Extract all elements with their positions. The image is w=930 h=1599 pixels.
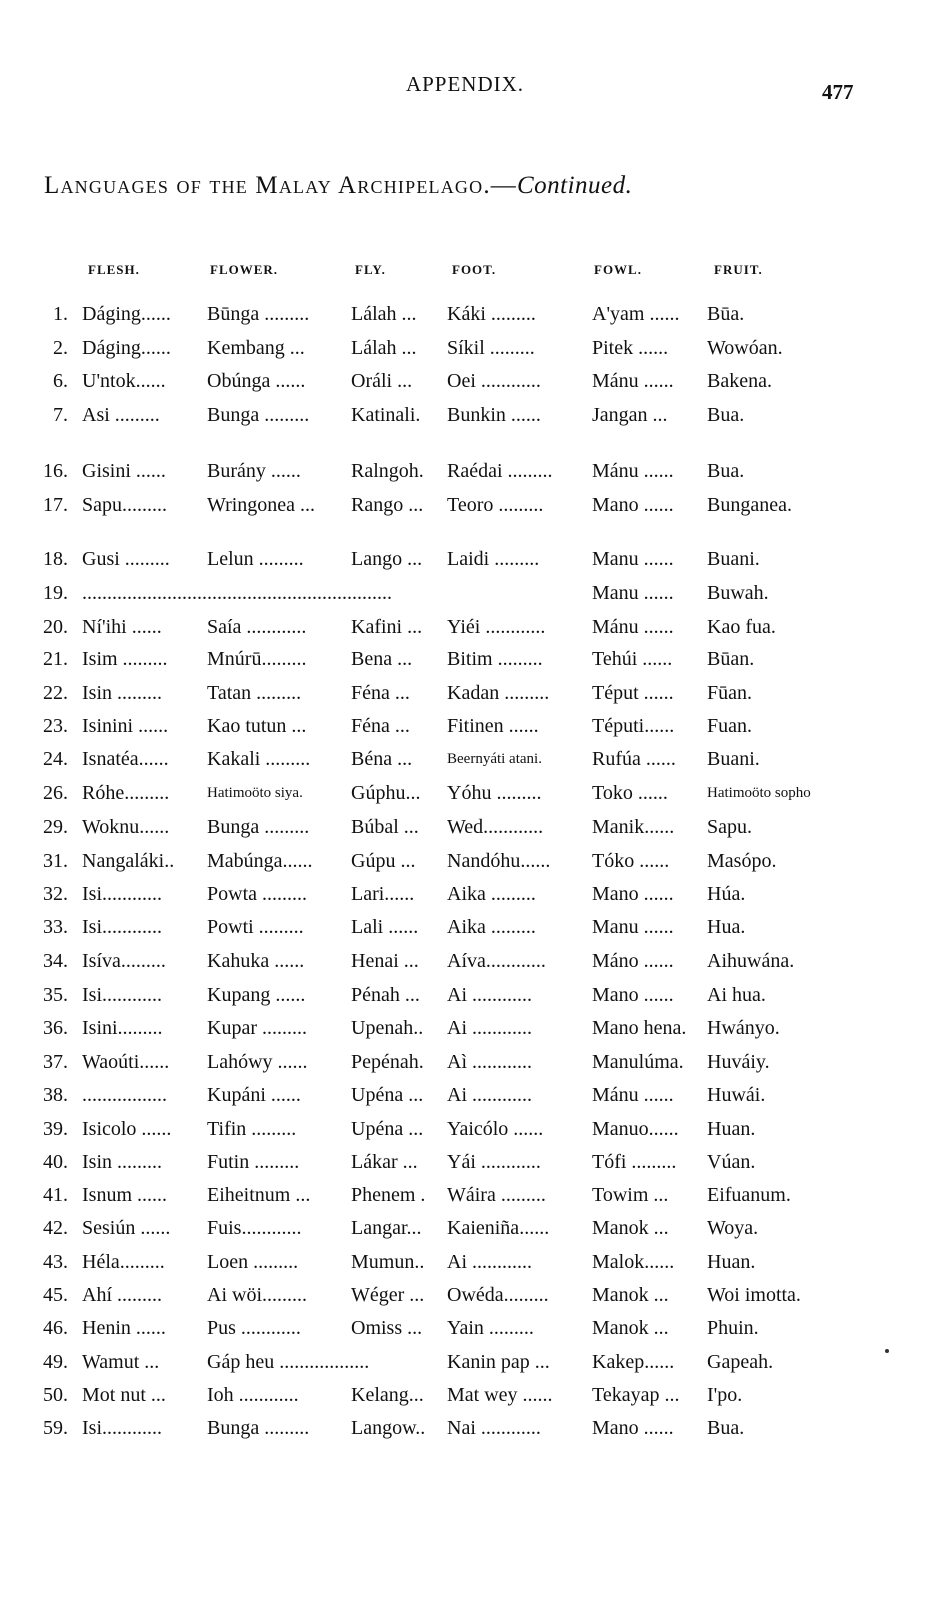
foot-cell: Ai ............	[447, 1084, 532, 1106]
flesh-cell: Sapu.........	[82, 494, 167, 516]
fly-cell: Gúpu ...	[351, 850, 416, 872]
fly-cell: Pepénah.	[351, 1051, 424, 1073]
stray-mark	[885, 1349, 889, 1353]
row-number: 22.	[43, 682, 68, 704]
flesh-cell: Woknu......	[82, 816, 170, 838]
row-number: 38.	[43, 1084, 68, 1106]
row-number: 31.	[43, 850, 68, 872]
fowl-cell: Manok ...	[592, 1317, 669, 1339]
fly-cell: Pénah ...	[351, 984, 420, 1006]
flower-cell: Pus ............	[207, 1317, 301, 1339]
flesh-cell: Héla.........	[82, 1251, 165, 1273]
foot-cell: Ai ............	[447, 1017, 532, 1039]
fly-cell: Lali ......	[351, 916, 419, 938]
header-fly: FLY.	[355, 262, 386, 277]
flesh-cell: Waoúti......	[82, 1051, 170, 1073]
fly-cell: Béna ...	[351, 748, 413, 770]
row-number: 36.	[43, 1017, 68, 1039]
fowl-cell: Mánu ......	[592, 460, 674, 482]
row-number: 23.	[43, 715, 68, 737]
table-row	[0, 1015, 930, 1045]
flower-cell: Saía ............	[207, 616, 307, 638]
flesh-cell: ..............................................................	[82, 582, 392, 604]
header-fowl: FOWL.	[594, 262, 642, 277]
flower-cell: Lelun .........	[207, 548, 304, 570]
row-number: 50.	[43, 1384, 68, 1406]
flower-cell: Mabúnga......	[207, 850, 313, 872]
flesh-cell: Isi............	[82, 984, 162, 1006]
foot-cell: Wed............	[447, 816, 544, 838]
fruit-cell: Masópo.	[707, 850, 777, 872]
fly-cell: Lálah ...	[351, 303, 417, 325]
flower-cell: Gáp heu ..................	[207, 1351, 370, 1373]
fly-cell: Féna ...	[351, 715, 410, 737]
table-row	[0, 746, 930, 776]
fruit-cell: Vúan.	[707, 1151, 756, 1173]
row-number: 49.	[43, 1351, 68, 1373]
fly-cell: Gúphu...	[351, 782, 421, 804]
row-number: 20.	[43, 616, 68, 638]
fowl-cell: Mano ......	[592, 984, 674, 1006]
column-headers	[0, 262, 930, 286]
table-row	[0, 982, 930, 1012]
fowl-cell: Pitek ......	[592, 337, 669, 359]
flesh-cell: Isini.........	[82, 1017, 163, 1039]
flower-cell: Mnúrū.........	[207, 648, 307, 670]
row-number: 1.	[53, 303, 68, 325]
foot-cell: Yái ............	[447, 1151, 541, 1173]
fowl-cell: Manu ......	[592, 916, 674, 938]
table-row	[0, 368, 930, 398]
row-number: 35.	[43, 984, 68, 1006]
fruit-cell: Bunganea.	[707, 494, 792, 516]
table-row	[0, 614, 930, 644]
fowl-cell: Malok......	[592, 1251, 675, 1273]
fly-cell: Langar...	[351, 1217, 422, 1239]
flower-cell: Kembang ...	[207, 337, 305, 359]
table-row	[0, 1282, 930, 1312]
fowl-cell: Jangan ...	[592, 404, 668, 426]
flesh-cell: Wamut ...	[82, 1351, 160, 1373]
fowl-cell: Manulúma.	[592, 1051, 684, 1073]
flesh-cell: Gusi .........	[82, 548, 170, 570]
fowl-cell: Tekayap ...	[592, 1384, 680, 1406]
page-number: 477	[822, 80, 854, 104]
fly-cell: Lari......	[351, 883, 415, 905]
title-main: Languages of the Malay Archipelago.—	[44, 172, 517, 199]
flesh-cell: Dáging......	[82, 303, 171, 325]
fowl-cell: Mánu ......	[592, 1084, 674, 1106]
fruit-cell: Aihuwána.	[707, 950, 795, 972]
flesh-cell: Isi............	[82, 883, 162, 905]
flower-cell: Eiheitnum ...	[207, 1184, 311, 1206]
fruit-cell: Fūan.	[707, 682, 752, 704]
table-row	[0, 780, 930, 810]
foot-cell: Mat wey ......	[447, 1384, 553, 1406]
foot-cell: Raédai .........	[447, 460, 553, 482]
fly-cell: Búbal ...	[351, 816, 419, 838]
fly-cell: Phenem .	[351, 1184, 426, 1206]
foot-cell: Teoro .........	[447, 494, 544, 516]
row-number: 17.	[43, 494, 68, 516]
flesh-cell: Isíva.........	[82, 950, 166, 972]
table-row	[0, 1116, 930, 1146]
fruit-cell: Hatimoöto sopho	[707, 785, 811, 801]
table-row	[0, 492, 930, 522]
fly-cell: Upenah..	[351, 1017, 424, 1039]
title-continued: Continued.	[516, 172, 633, 199]
foot-cell: Bitim .........	[447, 648, 543, 670]
row-number: 43.	[43, 1251, 68, 1273]
fowl-cell: Mánu ......	[592, 370, 674, 392]
flesh-cell: Isicolo ......	[82, 1118, 172, 1140]
running-head: APPENDIX.	[405, 72, 525, 96]
flower-cell: Hatimoöto siya.	[207, 785, 303, 801]
fowl-cell: Toko ......	[592, 782, 668, 804]
fruit-cell: Buani.	[707, 548, 760, 570]
flesh-cell: Isnum ......	[82, 1184, 167, 1206]
row-number: 21.	[43, 648, 68, 670]
fowl-cell: A'yam ......	[592, 303, 680, 325]
table-row	[0, 301, 930, 331]
foot-cell: Aíva............	[447, 950, 546, 972]
flesh-cell: Asi .........	[82, 404, 160, 426]
fowl-cell: Manik......	[592, 816, 675, 838]
fly-cell: Bena ...	[351, 648, 413, 670]
row-number: 59.	[43, 1417, 68, 1439]
fowl-cell: Kakep......	[592, 1351, 675, 1373]
flesh-cell: Isim .........	[82, 648, 168, 670]
table-row	[0, 1349, 930, 1379]
foot-cell: Nandóhu......	[447, 850, 551, 872]
table-row	[0, 1415, 930, 1445]
flesh-cell: Gisini ......	[82, 460, 166, 482]
fly-cell: Upéna ...	[351, 1118, 424, 1140]
flesh-cell: Nangaláki..	[82, 850, 175, 872]
fruit-cell: Eifuanum.	[707, 1184, 791, 1206]
foot-cell: Kaieniña......	[447, 1217, 550, 1239]
fruit-cell: Buwah.	[707, 582, 769, 604]
row-number: 37.	[43, 1051, 68, 1073]
fruit-cell: Woya.	[707, 1217, 759, 1239]
row-number: 39.	[43, 1118, 68, 1140]
row-number: 26.	[43, 782, 68, 804]
fowl-cell: Tóko ......	[592, 850, 670, 872]
row-number: 33.	[43, 916, 68, 938]
flesh-cell: Sesiún ......	[82, 1217, 171, 1239]
fowl-cell: Mano ......	[592, 1417, 674, 1439]
fruit-cell: Bua.	[707, 404, 745, 426]
row-number: 16.	[43, 460, 68, 482]
table-row	[0, 1149, 930, 1179]
fly-cell: Ralngoh.	[351, 460, 424, 482]
fruit-cell: Huan.	[707, 1118, 756, 1140]
row-number: 24.	[43, 748, 68, 770]
flesh-cell: Mot nut ...	[82, 1384, 166, 1406]
fruit-cell: I'po.	[707, 1384, 743, 1406]
flower-cell: Burány ......	[207, 460, 301, 482]
header-flesh: FLESH.	[88, 262, 140, 277]
fruit-cell: Phuin.	[707, 1317, 759, 1339]
row-number: 2.	[53, 337, 68, 359]
row-number: 40.	[43, 1151, 68, 1173]
fowl-cell: Téput ......	[592, 682, 674, 704]
flesh-cell: Isi............	[82, 916, 162, 938]
row-number: 42.	[43, 1217, 68, 1239]
fruit-cell: Gapeah.	[707, 1351, 774, 1373]
fowl-cell: Máno ......	[592, 950, 674, 972]
fowl-cell: Towim ...	[592, 1184, 669, 1206]
table-row	[0, 1215, 930, 1245]
flesh-cell: U'ntok......	[82, 370, 166, 392]
flower-cell: Kao tutun ...	[207, 715, 307, 737]
fly-cell: Omiss ...	[351, 1317, 423, 1339]
flower-cell: Tatan .........	[207, 682, 302, 704]
flower-cell: Wringonea ...	[207, 494, 316, 516]
fowl-cell: Mánu ......	[592, 616, 674, 638]
page-title	[44, 172, 632, 200]
flower-cell: Powta .........	[207, 883, 307, 905]
fruit-cell: Húa.	[707, 883, 746, 905]
table-row	[0, 546, 930, 576]
flower-cell: Futin .........	[207, 1151, 300, 1173]
fruit-cell: Bakena.	[707, 370, 772, 392]
fruit-cell: Būa.	[707, 303, 745, 325]
flesh-cell: Ní'ihi ......	[82, 616, 162, 638]
flower-cell: Powti .........	[207, 916, 304, 938]
fly-cell: Féna ...	[351, 682, 410, 704]
fly-cell: Rango ...	[351, 494, 424, 516]
foot-cell: Aika .........	[447, 883, 536, 905]
fruit-cell: Huváiy.	[707, 1051, 770, 1073]
foot-cell: Ai ............	[447, 1251, 532, 1273]
fruit-cell: Woi imotta.	[707, 1284, 801, 1306]
fly-cell: Langow..	[351, 1417, 426, 1439]
fruit-cell: Wowóan.	[707, 337, 783, 359]
flower-cell: Fuis............	[207, 1217, 302, 1239]
foot-cell: Oei ............	[447, 370, 541, 392]
table-row	[0, 458, 930, 488]
foot-cell: Síkil .........	[447, 337, 535, 359]
foot-cell: Aì ............	[447, 1051, 532, 1073]
fowl-cell: Tehúi ......	[592, 648, 673, 670]
fowl-cell: Manok ...	[592, 1217, 669, 1239]
flower-cell: Būnga .........	[207, 303, 310, 325]
row-number: 32.	[43, 883, 68, 905]
foot-cell: Yaicólo ......	[447, 1118, 544, 1140]
table-row	[0, 948, 930, 978]
foot-cell: Káki .........	[447, 303, 536, 325]
flower-cell: Ai wöi.........	[207, 1284, 307, 1306]
foot-cell: Beernyáti atani.	[447, 751, 542, 767]
flesh-cell: Ahí .........	[82, 1284, 162, 1306]
flesh-cell: Henin ......	[82, 1317, 166, 1339]
fruit-cell: Fuan.	[707, 715, 752, 737]
table-row	[0, 848, 930, 878]
fly-cell: Lálah ...	[351, 337, 417, 359]
foot-cell: Kanin pap ...	[447, 1351, 550, 1373]
fowl-cell: Manok ...	[592, 1284, 669, 1306]
flesh-cell: Isnatéa......	[82, 748, 169, 770]
fly-cell: Henai ...	[351, 950, 419, 972]
row-number: 18.	[43, 548, 68, 570]
fruit-cell: Huwái.	[707, 1084, 766, 1106]
foot-cell: Ai ............	[447, 984, 532, 1006]
table-row	[0, 1182, 930, 1212]
foot-cell: Yain .........	[447, 1317, 534, 1339]
fruit-cell: Ai hua.	[707, 984, 766, 1006]
flower-cell: Kupang ......	[207, 984, 306, 1006]
table-row	[0, 335, 930, 365]
foot-cell: Aika .........	[447, 916, 536, 938]
row-number: 45.	[43, 1284, 68, 1306]
fruit-cell: Hwányo.	[707, 1017, 780, 1039]
fly-cell: Kelang...	[351, 1384, 424, 1406]
flower-cell: Bunga .........	[207, 1417, 310, 1439]
flesh-cell: .................	[82, 1084, 167, 1106]
fowl-cell: Mano ......	[592, 883, 674, 905]
foot-cell: Owéda.........	[447, 1284, 549, 1306]
fruit-cell: Sapu.	[707, 816, 752, 838]
fowl-cell: Téputi......	[592, 715, 675, 737]
flesh-cell: Róhe.........	[82, 782, 170, 804]
header-fruit: FRUIT.	[714, 262, 763, 277]
fowl-cell: Rufúa ......	[592, 748, 676, 770]
fowl-cell: Tófi .........	[592, 1151, 677, 1173]
table-row	[0, 1382, 930, 1412]
foot-cell: Nai ............	[447, 1417, 541, 1439]
fowl-cell: Mano hena.	[592, 1017, 687, 1039]
header-flower: FLOWER.	[210, 262, 279, 277]
row-number: 7.	[53, 404, 68, 426]
fly-cell: Wéger ...	[351, 1284, 425, 1306]
fly-cell: Katinali.	[351, 404, 421, 426]
row-number: 41.	[43, 1184, 68, 1206]
fruit-cell: Kao fua.	[707, 616, 776, 638]
table-row	[0, 1082, 930, 1112]
table-row	[0, 1315, 930, 1345]
table-row	[0, 713, 930, 743]
foot-cell: Yiéi ............	[447, 616, 546, 638]
flower-cell: Kahuka ......	[207, 950, 305, 972]
table-row	[0, 1049, 930, 1079]
flower-cell: Lahówy ......	[207, 1051, 308, 1073]
fly-cell: Lango ...	[351, 548, 423, 570]
foot-cell: Wáira .........	[447, 1184, 546, 1206]
fruit-cell: Hua.	[707, 916, 746, 938]
table-row	[0, 914, 930, 944]
flesh-cell: Dáging......	[82, 337, 171, 359]
table-row	[0, 680, 930, 710]
table-row	[0, 646, 930, 676]
flesh-cell: Isi............	[82, 1417, 162, 1439]
fly-cell: Upéna ...	[351, 1084, 424, 1106]
row-number: 19.	[43, 582, 68, 604]
flower-cell: Obúnga ......	[207, 370, 306, 392]
table-row	[0, 1249, 930, 1279]
row-number: 34.	[43, 950, 68, 972]
table-row	[0, 580, 930, 610]
flower-cell: Kupar .........	[207, 1017, 307, 1039]
fowl-cell: Manu ......	[592, 548, 674, 570]
flower-cell: Bunga .........	[207, 816, 310, 838]
fruit-cell: Būan.	[707, 648, 755, 670]
table-row	[0, 402, 930, 432]
fowl-cell: Mano ......	[592, 494, 674, 516]
fly-cell: Kafini ...	[351, 616, 423, 638]
flower-cell: Ioh ............	[207, 1384, 299, 1406]
table-row	[0, 814, 930, 844]
row-number: 29.	[43, 816, 68, 838]
flesh-cell: Isinini ......	[82, 715, 169, 737]
flower-cell: Loen .........	[207, 1251, 299, 1273]
flower-cell: Bunga .........	[207, 404, 310, 426]
fruit-cell: Buani.	[707, 748, 760, 770]
fowl-cell: Manuo......	[592, 1118, 679, 1140]
flesh-cell: Isin .........	[82, 1151, 162, 1173]
fruit-cell: Bua.	[707, 1417, 745, 1439]
flower-cell: Tifin .........	[207, 1118, 297, 1140]
row-number: 6.	[53, 370, 68, 392]
foot-cell: Bunkin ......	[447, 404, 541, 426]
foot-cell: Laidi .........	[447, 548, 540, 570]
flower-cell: Kupáni ......	[207, 1084, 301, 1106]
fruit-cell: Bua.	[707, 460, 745, 482]
row-number: 46.	[43, 1317, 68, 1339]
foot-cell: Yóhu .........	[447, 782, 542, 804]
foot-cell: Kadan .........	[447, 682, 550, 704]
fowl-cell: Manu ......	[592, 582, 674, 604]
fly-cell: Mumun..	[351, 1251, 425, 1273]
table-row	[0, 881, 930, 911]
flesh-cell: Isin .........	[82, 682, 162, 704]
foot-cell: Fitinen ......	[447, 715, 539, 737]
flower-cell: Kakali .........	[207, 748, 311, 770]
fly-cell: Lákar ...	[351, 1151, 418, 1173]
fly-cell: Oráli ...	[351, 370, 413, 392]
header-foot: FOOT.	[452, 262, 497, 277]
fruit-cell: Huan.	[707, 1251, 756, 1273]
